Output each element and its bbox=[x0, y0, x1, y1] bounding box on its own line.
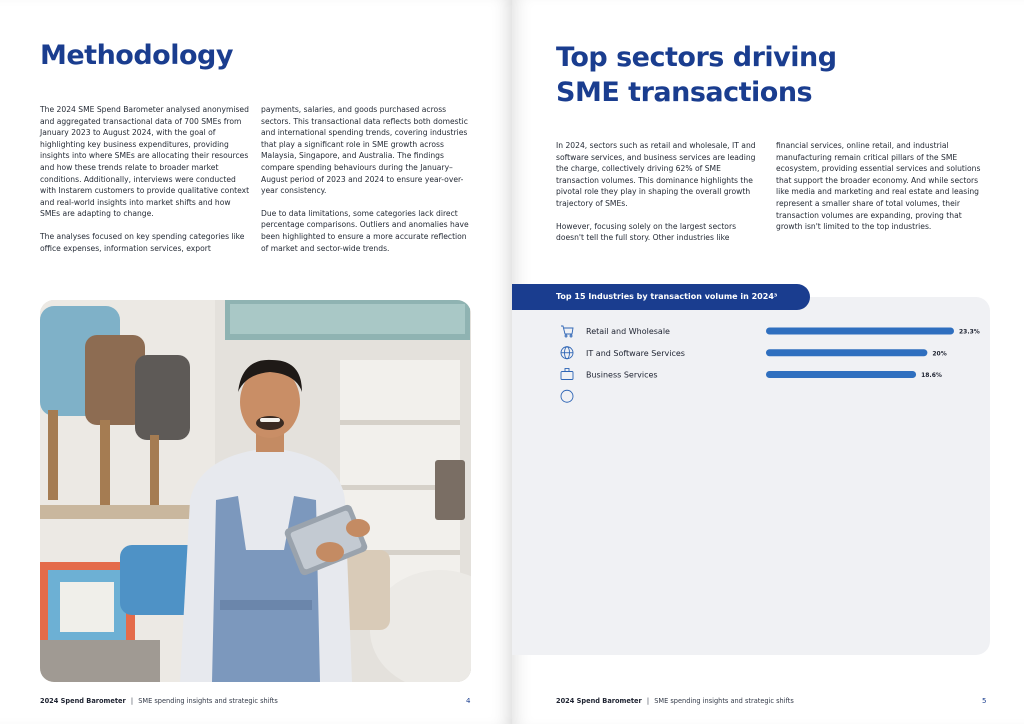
page-number: 5 bbox=[982, 697, 987, 705]
paragraph: However, focusing solely on the largest sectors doesn't tell the full story. Other industries like bbox=[556, 221, 737, 243]
footer-text: SME spending insights and strategic shifts bbox=[138, 697, 278, 705]
footer bbox=[40, 697, 278, 705]
paragraph: In 2024, sectors such as retail and wholesale, IT and software services, and business services are leading the charge, collectively driving 62% of SME transaction volumes. This dominance highlights the pivotal role they play in shaping the overall growth trajectory of SMEs. bbox=[556, 141, 756, 208]
methodology-column-2 bbox=[261, 104, 473, 265]
footer-separator: | bbox=[646, 697, 650, 705]
photo-illustration bbox=[40, 300, 471, 682]
bar bbox=[766, 349, 927, 356]
footer bbox=[556, 697, 794, 705]
industries-bar-chart bbox=[512, 0, 1024, 724]
chart-row bbox=[561, 326, 980, 337]
right-page bbox=[512, 0, 1024, 724]
chart-title: Top 15 Industries by transaction volume in 2024³ bbox=[512, 284, 810, 310]
value-label: 23.3% bbox=[959, 328, 980, 336]
footer-separator: | bbox=[130, 697, 134, 705]
page-title: Methodology bbox=[40, 40, 233, 71]
footer-brand: 2024 Spend Barometer bbox=[40, 697, 126, 705]
value-label: 20% bbox=[932, 350, 947, 358]
chart-row bbox=[561, 347, 947, 359]
paragraph: financial services, online retail, and industrial manufacturing remain critical pillars of the SME ecosystem, providing essential services and solutions that support the broader economy. And while sectors like media and marketing and real estate and leasing represent a smaller share of total volumes, their transaction volumes are expanding, proving that growth isn't limited to the top industries. bbox=[776, 141, 981, 232]
paragraph: The analyses focused on key spending categories like office expenses, information services, export bbox=[40, 231, 245, 253]
paragraph: Due to data limitations, some categories lack direct percentage comparisons. Outliers and anomalies have been highlighted to ensure a more accurate reflection of market and sector-wide trends. bbox=[261, 208, 469, 253]
shop-owner-photo bbox=[40, 300, 471, 682]
category-label: Business Services bbox=[586, 370, 658, 380]
footer-brand: 2024 Spend Barometer bbox=[556, 697, 642, 705]
methodology-column-1 bbox=[40, 104, 252, 265]
briefcase-icon bbox=[561, 369, 573, 380]
footer-text: SME spending insights and strategic shifts bbox=[654, 697, 794, 705]
category-label: Retail and Wholesale bbox=[586, 327, 670, 336]
paragraph: The 2024 SME Spend Barometer analysed anonymised and aggregated transactional data of 700 SMEs from January 2023 to August 2024, with the goal of highlighting key business expenditures, providing insights into where SMEs are allocating their resources and how these trends relate to broader market conditions. Additionally, interviews were conducted with Instarem customers to provide qualitative context and real-world insights into market shifts and how SMEs are adapting to change. bbox=[40, 105, 250, 219]
chart-row bbox=[561, 390, 573, 402]
page-title: Top sectors driving SME transactions bbox=[556, 42, 837, 108]
paragraph: payments, salaries, and goods purchased across sectors. This transactional data reflects both domestic and international spending trends, covering industries that play a significant role in SME growth across Malaysia, Singapore, and Australia. The findings compare spending behaviours during the January–August period of 2023 and 2024 to ensure year-over-year consistency. bbox=[261, 105, 468, 196]
cart-icon bbox=[561, 326, 573, 337]
coin-icon bbox=[561, 390, 573, 402]
globe-icon bbox=[561, 347, 573, 359]
category-label: IT and Software Services bbox=[586, 348, 685, 358]
bar bbox=[766, 328, 954, 335]
chart-row bbox=[561, 369, 942, 380]
value-label: 18.6% bbox=[921, 372, 942, 379]
bar bbox=[766, 371, 916, 378]
page-number: 4 bbox=[466, 697, 471, 705]
